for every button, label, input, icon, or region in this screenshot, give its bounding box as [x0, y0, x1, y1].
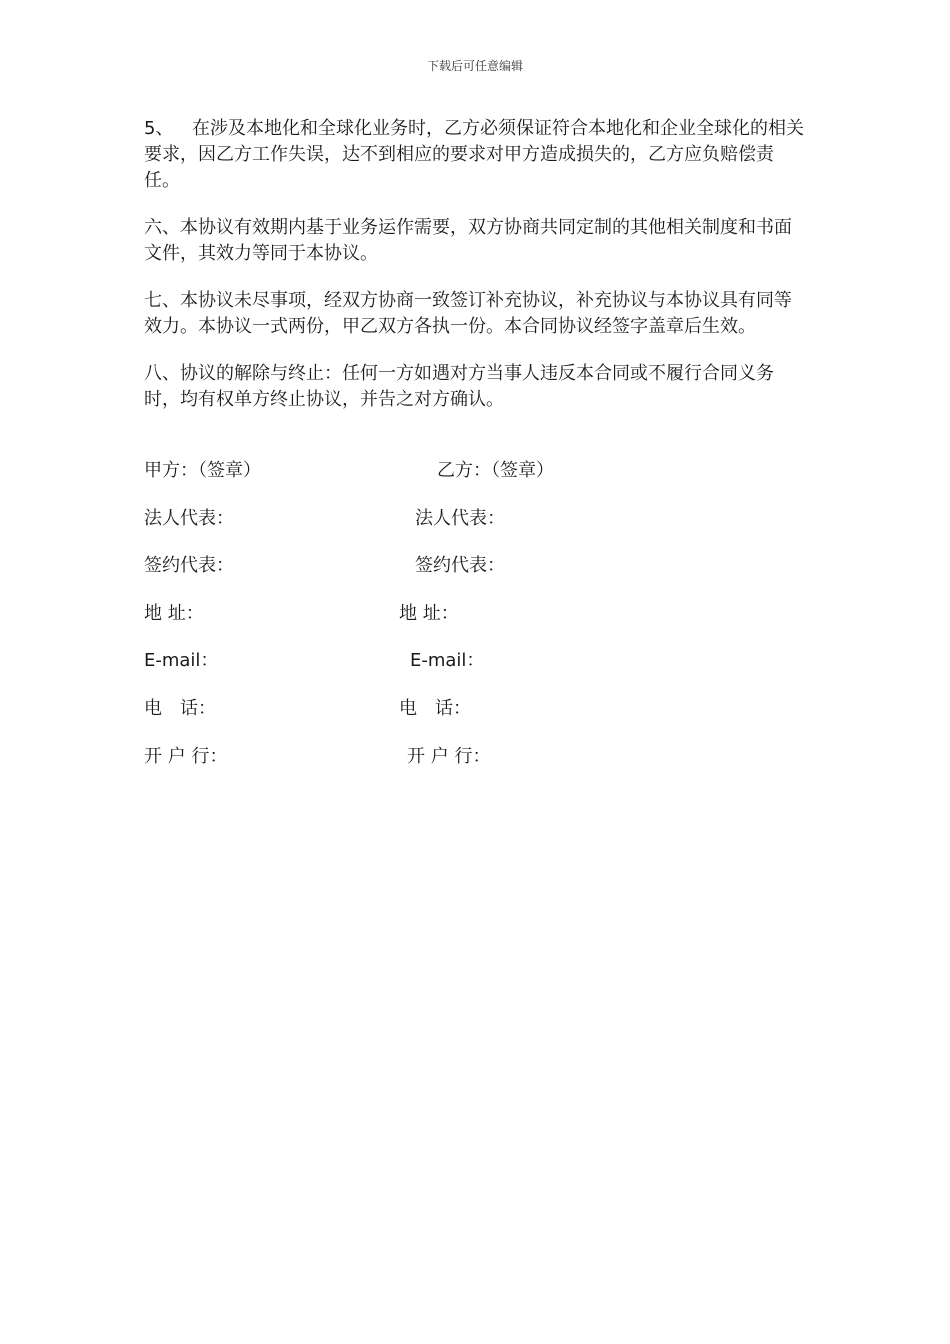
signature-party-row — [144, 458, 809, 484]
clause-text: 在涉及本地化和全球化业务时，乙方必须保证符合本地化和企业全球化的相关要求，因乙方工作失误，达不到相应的要求对甲方造成损失的，乙方应负赔偿责任。 — [144, 118, 804, 191]
party-a-label: 甲方：（签章） — [144, 460, 261, 481]
signature-row-email — [144, 648, 809, 674]
party-a-field: 开 户 行： — [144, 746, 228, 767]
document-body — [144, 116, 809, 434]
signature-row-legal-rep — [144, 506, 809, 532]
party-b-field: 地 址： — [399, 603, 459, 624]
party-a-field: 电 话： — [144, 698, 216, 719]
party-b-field: 开 户 行： — [407, 746, 491, 767]
clause-number: 5、 — [144, 118, 174, 139]
party-a-field: E-mail： — [144, 650, 219, 671]
party-b-field: 签约代表： — [415, 555, 505, 576]
party-b-field: 电 话： — [399, 698, 471, 719]
party-a-field: 地 址： — [144, 603, 204, 624]
clause-8: 八、协议的解除与终止：任何一方如遇对方当事人违反本合同或不履行合同义务时，均有权单方终止协议，并告之对方确认。 — [144, 363, 774, 410]
party-b-field: E-mail： — [410, 650, 485, 671]
party-b-label: 乙方：（签章） — [437, 460, 554, 481]
clause-6: 六、本协议有效期内基于业务运作需要，双方协商共同定制的其他相关制度和书面文件，其效力等同于本协议。 — [144, 217, 792, 264]
signature-row-phone — [144, 696, 809, 722]
clause-5 — [144, 116, 809, 194]
signature-row-signing-rep — [144, 553, 809, 579]
clause-7: 七、本协议未尽事项，经双方协商一致签订补充协议，补充协议与本协议具有同等效力。本协议一式两份，甲乙双方各执一份。本合同协议经签字盖章后生效。 — [144, 290, 792, 337]
signature-row-bank — [144, 744, 809, 770]
party-a-field: 签约代表： — [144, 555, 234, 576]
page-header: 下载后可任意编辑 — [426, 59, 523, 73]
signature-row-address — [144, 601, 809, 627]
party-b-field: 法人代表： — [415, 508, 505, 529]
party-a-field: 法人代表： — [144, 508, 234, 529]
